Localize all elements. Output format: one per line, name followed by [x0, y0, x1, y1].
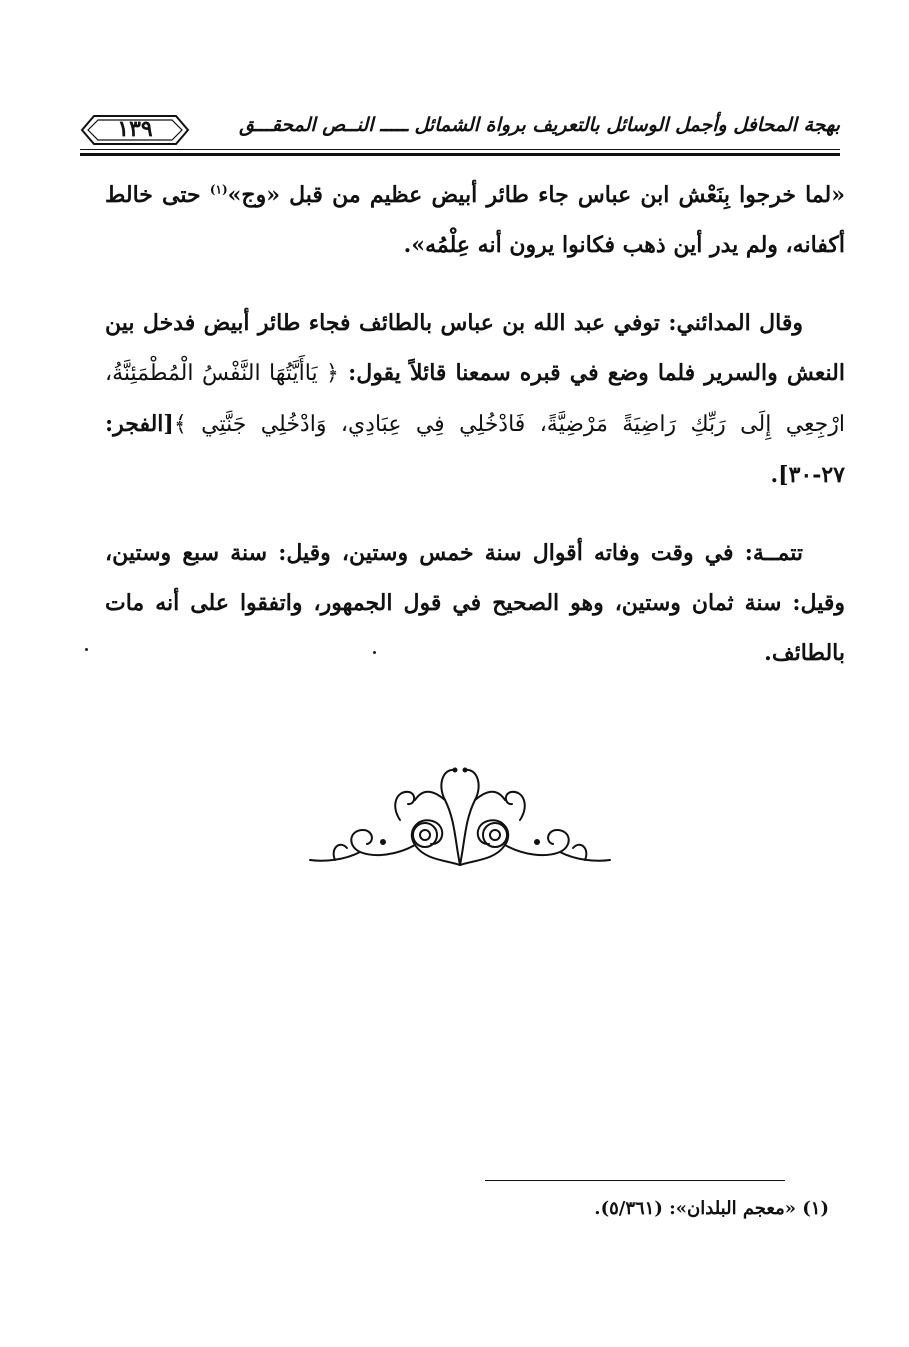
footnote-1: (١) «معجم البلدان»: (٥/٣٦١). — [594, 1198, 829, 1219]
paragraph-2-text: وقال المدائني: توفي عبد الله بن عباس بالطائف فجاء طائر أبيض فدخل بين النعش والسرير فلما وضع في قبره سمعنا قائلاً يقول: — [105, 310, 845, 386]
paragraph-3-lead: تتمــة: — [744, 540, 803, 566]
paragraph-2 — [105, 298, 845, 500]
page-number-badge — [80, 112, 190, 148]
quran-verse: ﴿ يَاأَيَّتُهَا النَّفْسُ الْمُطْمَئِنَّةُ، ارْجِعِي إِلَى رَبِّكِ رَاضِيَةً مَرْضِيَّةً، فَادْخُلِي فِي عِبَادِي، وَادْخُلِي جَنَّتِي ﴾ — [105, 361, 845, 437]
body-text — [105, 170, 845, 706]
paragraph-3-text: في وقت وفاته أقوال سنة خمس وستين، وقيل: سنة سبع وستين، وقيل: سنة ثمان وستين، وهو الصحيح في قول الجمهور، واتفقوا على أنه مات بالطائف. — [105, 540, 845, 666]
paragraph-3 — [105, 528, 845, 678]
scan-speck — [85, 648, 88, 651]
footnote-reference-1[interactable]: (١) — [209, 182, 228, 197]
paragraph-1-text-a: «لما خرجوا بِنَعْش ابن عباس جاء طائر أبيض عظيم من قبل «وج» — [227, 182, 845, 208]
footnote-rule — [485, 1180, 785, 1181]
quran-citation: [الفجر: ٢٧-٣٠]. — [105, 411, 845, 488]
paragraph-1-text-b: حتى خالط أكفانه، ولم يدر أين ذهب فكانوا يرون أنه عِلْمُه». — [105, 182, 845, 258]
scan-speck — [373, 651, 376, 654]
running-title: بهجة المحافل وأجمل الوسائل بالتعريف برواة الشمائل ـــــ النــص المحقـــق — [239, 114, 840, 136]
paragraph-1 — [105, 170, 845, 270]
header-rule — [80, 153, 840, 156]
header-rule-thin — [80, 149, 840, 150]
page-number: ١٣٩ — [117, 116, 153, 142]
running-header — [80, 104, 840, 156]
floral-ornament-icon — [305, 760, 615, 870]
